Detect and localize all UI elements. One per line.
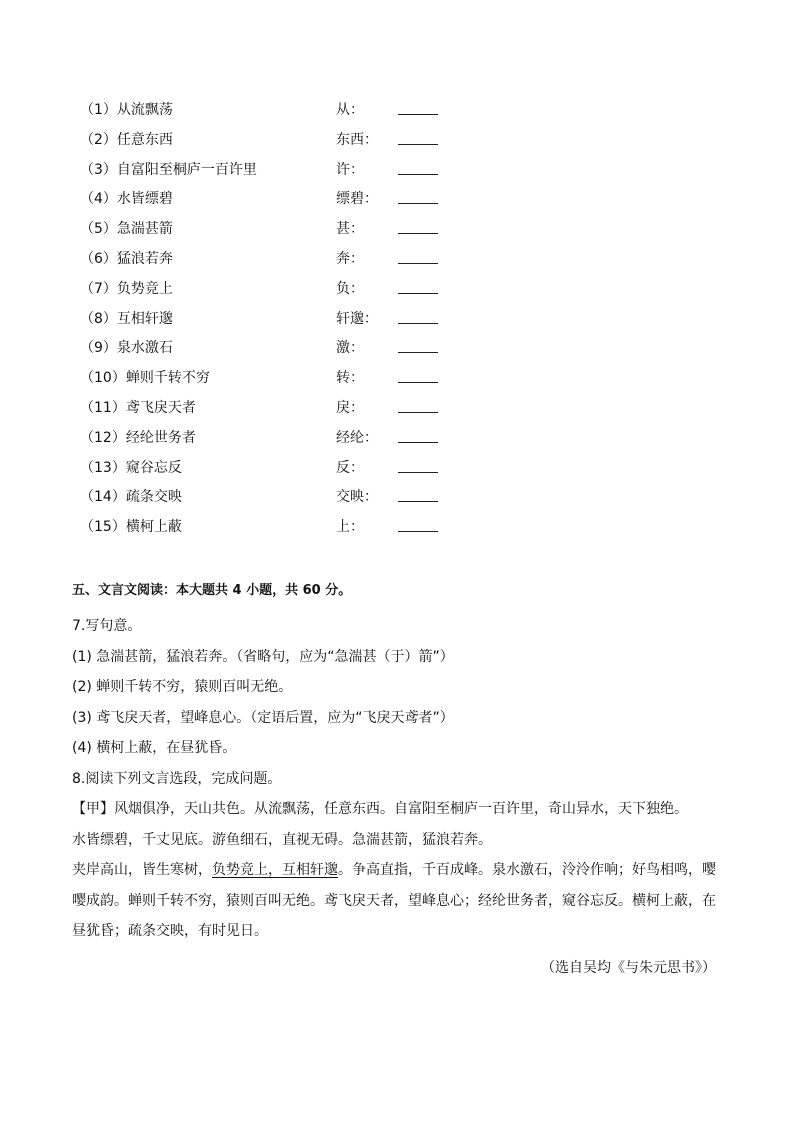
vocab-phrase: （4）水皆缥碧: [80, 191, 173, 208]
vocab-phrase: （1）从流飘荡: [80, 102, 173, 118]
vocab-target: 许：: [336, 161, 364, 178]
underlined-phrase: 负势竞上，互相轩邈: [212, 862, 338, 878]
vocab-phrase: （7）负势竞上: [80, 280, 173, 297]
passage-label: 【甲】: [72, 801, 114, 817]
passage-line: 昼犹昏；疏条交映，有时见日。: [72, 923, 268, 939]
vocab-phrase: （2）任意东西: [80, 131, 173, 148]
list-item: [80, 483, 460, 513]
passage-line: 嘤成韵。蝉则千转不穷，猿则百叫无绝。鸢飞戾天者，望峰息心；经纶世务者，窥谷忘反。横柯上蔽，在: [72, 892, 716, 909]
list-item: [80, 96, 460, 126]
question-8-title: 8.阅读下列文言选段，完成问题。: [72, 770, 282, 787]
vocab-list: [80, 96, 460, 543]
vocab-phrase: （5）急湍甚箭: [80, 221, 173, 238]
passage-text: 。争高直指，千百成峰。泉水激石，泠泠作响；好鸟相鸣，嘤: [338, 862, 716, 878]
list-item: [80, 334, 460, 364]
passage-text: 风烟俱净，天山共色。从流飘荡，任意东西。自富阳至桐庐一百许里，奇山异水，天下独绝。: [114, 801, 688, 817]
vocab-phrase: （3）自富阳至桐庐一百许里: [80, 161, 257, 178]
vocab-target: 上：: [336, 519, 364, 536]
answer-blank[interactable]: [398, 472, 438, 473]
vocab-phrase: （9）泉水激石: [80, 340, 173, 357]
vocab-target: 负：: [336, 280, 364, 297]
list-item: [80, 305, 460, 335]
vocab-target: 反：: [336, 459, 364, 476]
vocab-target: 激：: [336, 340, 364, 357]
answer-blank[interactable]: [398, 114, 438, 115]
list-item: [80, 156, 460, 186]
passage-line: 水皆缥碧，千丈见底。游鱼细石，直视无碍。急湍甚箭，猛浪若奔。: [72, 831, 492, 848]
vocab-phrase: （12）经纶世务者: [80, 429, 196, 446]
vocab-target: 东西：: [336, 131, 378, 148]
answer-blank[interactable]: [398, 412, 438, 413]
answer-blank[interactable]: [398, 144, 438, 145]
answer-blank[interactable]: [398, 323, 438, 324]
vocab-target: 从：: [336, 102, 364, 118]
vocab-target: 经纶：: [336, 429, 378, 446]
list-item: [80, 126, 460, 156]
list-item: [80, 185, 460, 215]
answer-blank[interactable]: [398, 263, 438, 264]
vocab-phrase: （14）疏条交映: [80, 489, 182, 506]
vocab-phrase: （10）蝉则千转不穷: [80, 370, 210, 387]
answer-blank[interactable]: [398, 174, 438, 175]
answer-blank[interactable]: [398, 501, 438, 502]
question-7-title: 7.写句意。: [72, 618, 142, 634]
vocab-phrase: （8）互相轩邈: [80, 310, 173, 327]
list-item: [80, 215, 460, 245]
list-item: [80, 454, 460, 484]
question-7-item: (3) 鸢飞戾天者，望峰息心。（定语后置，应为“飞戾天鸢者”）: [72, 709, 454, 726]
vocab-target: 交映：: [336, 489, 378, 506]
vocab-target: 转：: [336, 370, 364, 387]
question-block: [72, 611, 732, 947]
vocab-target: 戾：: [336, 399, 364, 416]
list-item: [80, 245, 460, 275]
answer-blank[interactable]: [398, 352, 438, 353]
passage-line: [72, 794, 732, 825]
vocab-target: 缥碧：: [336, 191, 378, 208]
vocab-target: 轩邈：: [336, 310, 378, 327]
answer-blank[interactable]: [398, 293, 438, 294]
question-7-item: (1) 急湍甚箭，猛浪若奔。（省略句，应为“急湍甚（于）箭”）: [72, 648, 454, 665]
vocab-target: 甚：: [336, 221, 364, 238]
passage-text: 夹岸高山，皆生寒树，: [72, 862, 212, 878]
passage-line: [72, 855, 732, 886]
section-heading: 五、文言文阅读：本大题共 4 小题，共 60 分。: [72, 583, 352, 598]
answer-blank[interactable]: [398, 233, 438, 234]
answer-blank[interactable]: [398, 531, 438, 532]
source-citation: （选自吴均《与朱元思书》）: [541, 960, 716, 976]
list-item: [80, 275, 460, 305]
vocab-phrase: （13）窥谷忘反: [80, 459, 182, 476]
question-7-item: (2) 蝉则千转不穷，猿则百叫无绝。: [72, 679, 293, 695]
answer-blank[interactable]: [398, 203, 438, 204]
vocab-phrase: （6）猛浪若奔: [80, 250, 173, 267]
question-7-item: (4) 横柯上蔽，在昼犹昏。: [72, 740, 237, 756]
vocab-phrase: （15）横柯上蔽: [80, 519, 182, 536]
answer-blank[interactable]: [398, 382, 438, 383]
list-item: [80, 424, 460, 454]
vocab-phrase: （11）鸢飞戾天者: [80, 399, 196, 416]
answer-blank[interactable]: [398, 442, 438, 443]
list-item: [80, 394, 460, 424]
list-item: [80, 364, 460, 394]
vocab-target: 奔：: [336, 250, 364, 267]
list-item: [80, 513, 460, 543]
